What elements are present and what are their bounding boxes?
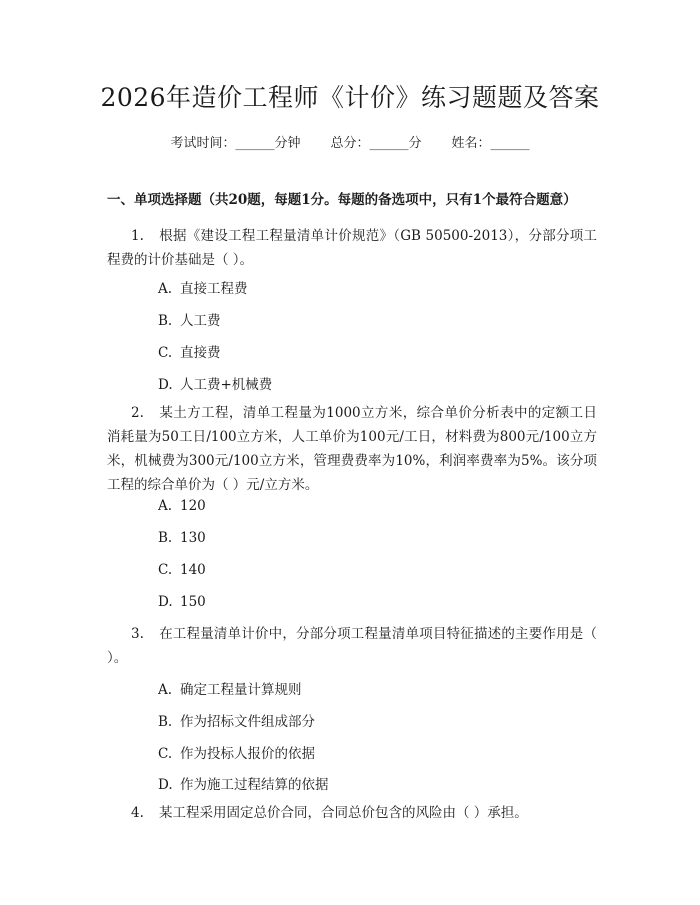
question-number: 4. xyxy=(131,805,144,821)
question-4 xyxy=(107,801,597,825)
option-1c: C. 直接费 xyxy=(158,345,221,361)
option-3c: C. 作为投标人报价的依据 xyxy=(158,746,315,762)
total-score-field: 总分：______分 xyxy=(330,136,422,151)
section-heading: 一、单项选择题（共20题，每题1分。每题的备选项中，只有1个最符合题意） xyxy=(107,192,577,208)
option-2b: B. 130 xyxy=(158,530,206,546)
option-2a: A. 120 xyxy=(158,498,206,514)
question-1 xyxy=(107,224,597,272)
question-number: 1. xyxy=(131,228,144,244)
question-2 xyxy=(107,401,597,497)
option-3d: D. 作为施工过程结算的依据 xyxy=(158,777,329,793)
question-3 xyxy=(107,622,597,670)
question-text: 根据《建设工程工程量清单计价规范》（GB 50500-2013），分部分项工程费的计价基础是（ ）。 xyxy=(107,228,597,268)
option-2d: D. 150 xyxy=(158,594,206,610)
option-1a: A. 直接工程费 xyxy=(158,281,248,297)
question-text: 在工程量清单计价中，分部分项工程量清单项目特征描述的主要作用是（ ）。 xyxy=(107,626,597,666)
option-3b: B. 作为招标文件组成部分 xyxy=(158,714,315,730)
option-3a: A. 确定工程量计算规则 xyxy=(158,682,302,698)
page-title: 2026年造价工程师《计价》练习题题及答案 xyxy=(100,83,600,112)
question-text: 某工程采用固定总价合同，合同总价包含的风险由（ ）承担。 xyxy=(159,805,528,821)
option-1d: D. 人工费+机械费 xyxy=(158,377,273,393)
name-field: 姓名：______ xyxy=(451,136,530,151)
question-number: 2. xyxy=(131,405,144,421)
question-text: 某土方工程，清单工程量为1000立方米，综合单价分析表中的定额工日消耗量为50工日/100立方米，人工单价为100元/工日，材料费为800元/100立方米，机械费为300元/100立方米，管理费费率为10%，利润率费率为5%。该分项工程的综合单价为（ ）元/立方米。 xyxy=(107,405,597,493)
question-number: 3. xyxy=(131,626,144,642)
option-2c: C. 140 xyxy=(158,562,206,578)
option-1b: B. 人工费 xyxy=(158,313,221,329)
exam-time-field: 考试时间：______分钟 xyxy=(170,136,301,151)
exam-meta xyxy=(0,132,700,151)
